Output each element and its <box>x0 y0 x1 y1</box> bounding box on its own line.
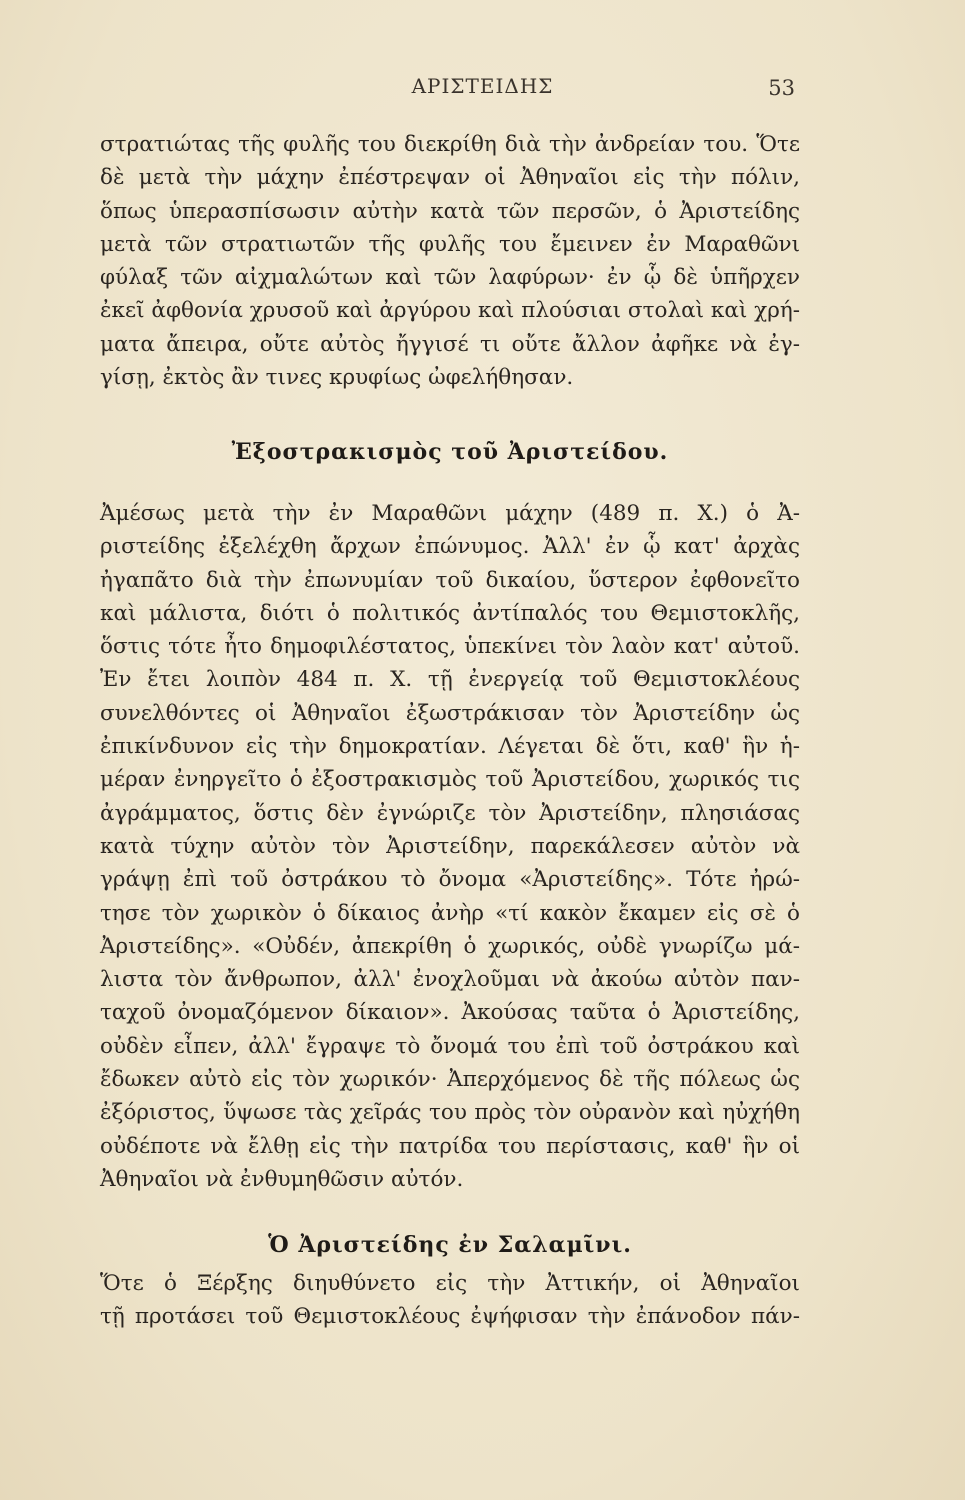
text-line: ἀγράμματος, ὅστις δὲν ἐγνώριζε τὸν Ἀριστείδην, πλησιάσας <box>100 800 800 826</box>
text-line: οὐδέποτε νὰ ἔλθῃ εἰς τὴν πατρίδα του περίστασις, καθ' ἣν οἱ <box>100 1133 800 1159</box>
section-heading-salamis <box>100 1224 800 1266</box>
text-line: συνελθόντες οἱ Ἀθηναῖοι ἐξωστράκισαν τὸν Ἀριστείδην ὡς <box>100 700 800 726</box>
heading-text: Ὁ Ἀριστείδης ἐν Σαλαμῖνι. <box>268 1232 632 1258</box>
text-line: ὅστις τότε ἦτο δημοφιλέστατος, ὑπεκίνει τὸν λαὸν κατ' αὐτοῦ. <box>100 634 800 660</box>
text-line: καὶ μάλιστα, διότι ὁ πολιτικός ἀντίπαλός του Θεμιστοκλῆς, <box>100 600 800 626</box>
paragraph-3 <box>100 1267 800 1334</box>
text-line: Ἀθηναῖοι νὰ ἐνθυμηθῶσιν αὐτόν. <box>100 1166 464 1192</box>
text-line: ἐπικίνδυνον εἰς τὴν δημοκρατίαν. Λέγεται δὲ ὅτι, καθ' ἣν ἡ- <box>100 734 800 760</box>
paragraph-2 <box>100 497 800 1196</box>
text-line: μέραν ἐνηργεῖτο ὁ ἐξοστρακισμὸς τοῦ Ἀριστείδου, χωρικός τις <box>100 767 800 793</box>
heading-text: Ἐξοστρακισμὸς τοῦ Ἀριστείδου. <box>231 439 669 465</box>
text-line: τῇ προτάσει τοῦ Θεμιστοκλέους ἐψήφισαν τὴν ἐπάνοδον πάν- <box>100 1304 800 1330</box>
text-line: ἔδωκεν αὐτὸ εἰς τὸν χωρικόν· Ἀπερχόμενος δὲ τῆς πόλεως ὡς <box>100 1067 800 1093</box>
text-line: δὲ μετὰ τὴν μάχην ἐπέστρεψαν οἱ Ἀθηναῖοι εἰς τὴν πόλιν, <box>100 165 800 191</box>
text-line: ριστείδης ἐξελέχθη ἄρχων ἐπώνυμος. Ἀλλ' ἐν ᾧ κατ' ἀρχὰς <box>100 534 800 560</box>
paragraph-1 <box>100 128 800 394</box>
text-line: κατὰ τύχην αὐτὸν τὸν Ἀριστείδην, παρεκάλεσεν αὐτὸν νὰ <box>100 833 800 859</box>
text-line: τησε τὸν χωρικὸν ὁ δίκαιος ἀνὴρ «τί κακὸν ἔκαμεν εἰς σὲ ὁ <box>100 900 800 926</box>
page-number: 53 <box>768 76 795 100</box>
text-line: γράψῃ ἐπὶ τοῦ ὀστράκου τὸ ὄνομα «Ἀριστείδης». Τότε ἠρώ- <box>100 867 800 893</box>
text-line: Ἐν ἔτει λοιπὸν 484 π. Χ. τῇ ἐνεργείᾳ τοῦ Θεμιστοκλέους <box>100 667 800 693</box>
page-header <box>0 74 965 106</box>
text-line: λιστα τὸν ἄνθρωπον, ἀλλ' ἐνοχλοῦμαι νὰ ἀκούω αὐτὸν παν- <box>100 967 800 993</box>
text-line: Ὅτε ὁ Ξέρξης διηυθύνετο εἰς τὴν Ἀττικήν, οἱ Ἀθηναῖοι <box>100 1271 800 1296</box>
section-heading-ostracism <box>100 431 800 473</box>
text-line: ἐξόριστος, ὕψωσε τὰς χεῖράς του πρὸς τὸν οὐρανὸν καὶ ηὐχήθη <box>100 1100 800 1126</box>
text-line: στρατιώτας τῆς φυλῆς του διεκρίθη διὰ τὴν ἀνδρείαν του. Ὅτε <box>100 132 800 157</box>
running-head: ΑΡΙΣΤΕΙΔΗΣ <box>411 74 554 98</box>
text-line: ὅπως ὑπερασπίσωσιν αὐτὴν κατὰ τῶν περσῶν, ὁ Ἀριστείδης <box>100 198 800 224</box>
text-line: Ἀριστείδης». «Οὐδέν, ἀπεκρίθη ὁ χωρικός, οὐδὲ γνωρίζω μά- <box>100 933 800 959</box>
text-line: ταχοῦ ὀνομαζόμενον δίκαιον». Ἀκούσας ταῦτα ὁ Ἀριστείδης, <box>100 1000 800 1026</box>
text-line: ματα ἄπειρα, οὔτε αὐτὸς ἤγγισέ τι οὔτε ἄλλον ἀφῆκε νὰ ἐγ- <box>100 331 800 357</box>
text-line: γίσῃ, ἐκτὸς ἂν τινες κρυφίως ὠφελήθησαν. <box>100 365 574 391</box>
text-line: ἐκεῖ ἀφθονία χρυσοῦ καὶ ἀργύρου καὶ πλούσιαι στολαὶ καὶ χρή- <box>100 298 800 324</box>
text-line: Ἀμέσως μετὰ τὴν ἐν Μαραθῶνι μάχην (489 π. Χ.) ὁ Ἀ- <box>100 501 800 526</box>
text-line: οὐδὲν εἶπεν, ἀλλ' ἔγραψε τὸ ὄνομά του ἐπὶ τοῦ ὀστράκου καὶ <box>100 1033 800 1059</box>
text-line: φύλαξ τῶν αἰχμαλώτων καὶ τῶν λαφύρων· ἐν ᾧ δὲ ὑπῆρχεν <box>100 265 800 291</box>
text-line: ἠγαπᾶτο διὰ τὴν ἐπωνυμίαν τοῦ δικαίου, ὕστερον ἐφθονεῖτο <box>100 567 800 593</box>
text-line: μετὰ τῶν στρατιωτῶν τῆς φυλῆς του ἔμεινεν ἐν Μαραθῶνι <box>100 231 800 257</box>
